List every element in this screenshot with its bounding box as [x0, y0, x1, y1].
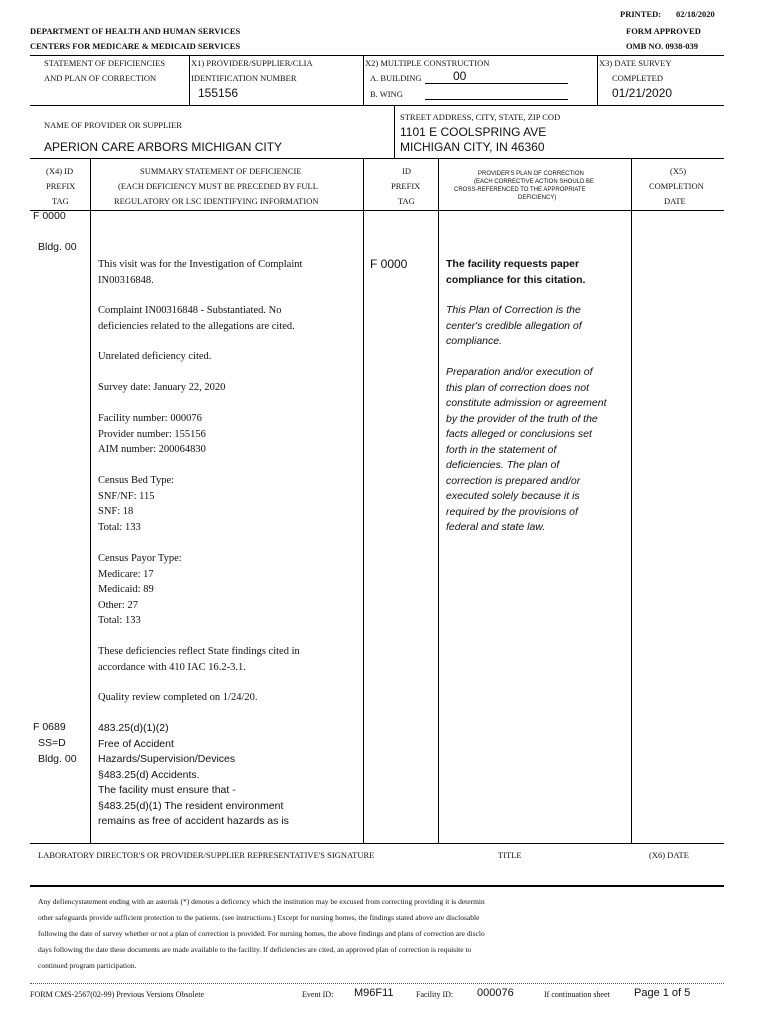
- rule: [438, 158, 439, 844]
- disclaimer-text: Any defiencystatement ending with an asterisk (*) denotes a deficency which the institution may be excused from correcting providing it is determin other safeguards provide sufficient protection to the patients. (see instructions.) Except for nursing homes, the findings stated above are disclosable following the date of survey whether or not a plan of correction is provided. For nursing homes, the above findings and plans of correction are disclo days following the date these documents are made available to the facility. If deficiencies are cited, an approved plan of correction is requisite to continued program participation.: [38, 897, 485, 970]
- bldg-label-2: Bldg. 00: [38, 753, 77, 765]
- event-id-value: M96F11: [354, 987, 394, 999]
- x4-header-1: (X4) ID: [46, 166, 74, 176]
- rule: [30, 843, 724, 844]
- address-line-1: 1101 E COOLSPRING AVE: [400, 125, 547, 139]
- signature-label: LABORATORY DIRECTOR'S OR PROVIDER/SUPPLIER REPRESENTATIVE'S SIGNATURE: [38, 850, 375, 860]
- title-label: TITLE: [498, 850, 522, 860]
- centers-name: CENTERS FOR MEDICARE & MEDICAID SERVICES: [30, 41, 241, 51]
- provider-id-label-1: X1) PROVIDER/SUPPLIER/CLIA: [191, 58, 313, 68]
- poc-header-1: PROVIDER'S PLAN OF CORRECTION: [478, 171, 584, 177]
- x4-header-3: TAG: [52, 196, 69, 206]
- rule: [90, 158, 91, 844]
- building-label: A. BUILDING: [370, 73, 422, 83]
- x5-header-3: DATE: [664, 196, 686, 206]
- summary-header-3: REGULATORY OR LSC IDENTIFYING INFORMATION: [114, 196, 319, 206]
- rule: [425, 83, 568, 84]
- page-number: Page 1 of 5: [634, 987, 691, 999]
- summary-block-7: Census Payor Type: Medicare: 17 Medicaid: 89 Other: 27 Total: 133: [98, 553, 182, 626]
- x6-date-label: (X6) DATE: [649, 850, 689, 860]
- printed-label: PRINTED:: [620, 9, 662, 19]
- omb-number: OMB NO. 0938-039: [626, 41, 699, 51]
- address-label: STREET ADDRESS, CITY, STATE, ZIP COD: [400, 112, 561, 122]
- date-survey-label-1: X3) DATE SURVEY: [599, 58, 672, 68]
- rule: [30, 210, 724, 211]
- rule: [30, 158, 724, 159]
- statement-label-1: STATEMENT OF DEFICIENCIES: [44, 58, 166, 68]
- date-survey-label-2: COMPLETED: [612, 73, 663, 83]
- summary-block-1: This visit was for the Investigation of Complaint IN00316848.: [98, 259, 303, 286]
- rule: [597, 55, 598, 105]
- f0689-text: 483.25(d)(1)(2) Free of Accident Hazards/Supervision/Devices §483.25(d) Accidents. The facility must ensure that - §483.25(d)(1) The resident environment remains as free of accident hazards as is: [98, 722, 289, 827]
- summary-block-9: Quality review completed on 1/24/20.: [98, 692, 258, 703]
- rule: [425, 99, 568, 100]
- provider-id-label-2: IDENTIFICATION NUMBER: [191, 73, 297, 83]
- survey-date-value: 01/21/2020: [612, 86, 673, 100]
- poc-bold-text: The facility requests paper compliance for this citation.: [446, 258, 586, 286]
- tag-f0000: F 0000: [33, 210, 66, 222]
- poc-header-4: DEFICIENCY): [518, 195, 557, 201]
- summary-block-5: Facility number: 000076 Provider number: 155156 AIM number: 200064830: [98, 413, 206, 455]
- rule: [30, 105, 724, 106]
- provider-name-value: APERION CARE ARBORS MICHIGAN CITY: [44, 140, 283, 154]
- x5-header-1: (X5): [670, 166, 687, 176]
- poc-header-2: (EACH CORRECTIVE ACTION SHOULD BE: [474, 179, 595, 185]
- poc-tag-f0000: F 0000: [370, 257, 408, 271]
- id-header-2: PREFIX: [391, 181, 421, 191]
- rule: [189, 55, 190, 105]
- form-number: FORM CMS-2567(02-99) Previous Versions Obsolete: [30, 990, 205, 999]
- x4-header-2: PREFIX: [46, 181, 76, 191]
- x5-header-2: COMPLETION: [649, 181, 704, 191]
- id-header-1: ID: [402, 166, 411, 176]
- building-value: 00: [453, 69, 467, 83]
- department-name: DEPARTMENT OF HEALTH AND HUMAN SERVICES: [30, 26, 241, 36]
- facility-id-value: 000076: [477, 987, 514, 999]
- summary-header-1: SUMMARY STATEMENT OF DEFICIENCIE: [140, 166, 302, 176]
- provider-name-label: NAME OF PROVIDER OR SUPPLIER: [44, 120, 182, 130]
- rule: [363, 158, 364, 844]
- rule: [394, 105, 395, 158]
- printed-date: 02/18/2020: [676, 9, 715, 19]
- poc-paragraph-2: Preparation and/or execution of this plan of correction does not constitute admission or agreement by the provider of the truth of the facts alleged or conclusions set forth in the statement of deficiencies. The plan of correction is prepared and/or executed solely because it is required by the provisions of federal and state law.: [446, 366, 607, 533]
- summary-block-2: Complaint IN00316848 - Substantiated. No deficiencies related to the allegations are cited.: [98, 305, 295, 332]
- form-approved: FORM APPROVED: [626, 26, 701, 36]
- address-line-2: MICHIGAN CITY, IN 46360: [400, 140, 545, 154]
- poc-paragraph-1: This Plan of Correction is the center's credible allegation of compliance.: [446, 304, 582, 347]
- poc-header-3: CROSS-REFERENCED TO THE APPROPRIATE: [454, 187, 586, 193]
- rule: [30, 55, 724, 56]
- summary-block-4: Survey date: January 22, 2020: [98, 382, 226, 393]
- rule: [30, 983, 724, 984]
- rule: [631, 158, 632, 844]
- event-id-label: Event ID:: [302, 990, 334, 999]
- multiple-construction-label: X2) MULTIPLE CONSTRUCTION: [365, 58, 490, 68]
- summary-block-8: These deficiencies reflect State findings cited in accordance with 410 IAC 16.2-3.1.: [98, 646, 300, 673]
- id-header-3: TAG: [398, 196, 415, 206]
- ss-label: SS=D: [38, 737, 66, 749]
- bldg-label-1: Bldg. 00: [38, 241, 77, 253]
- summary-header-2: (EACH DEFICIENCY MUST BE PRECEDED BY FULL: [118, 181, 318, 191]
- rule: [363, 55, 364, 105]
- rule: [30, 885, 724, 887]
- wing-label: B. WING: [370, 89, 403, 99]
- tag-f0689: F 0689: [33, 721, 66, 733]
- statement-label-2: AND PLAN OF CORRECTION: [44, 73, 157, 83]
- provider-id-value: 155156: [198, 86, 239, 100]
- summary-block-6: Census Bed Type: SNF/NF: 115 SNF: 18 Total: 133: [98, 475, 175, 533]
- facility-id-label: Facility ID:: [416, 990, 454, 999]
- summary-block-3: Unrelated deficiency cited.: [98, 351, 212, 362]
- continuation-label: If continuation sheet: [544, 990, 610, 999]
